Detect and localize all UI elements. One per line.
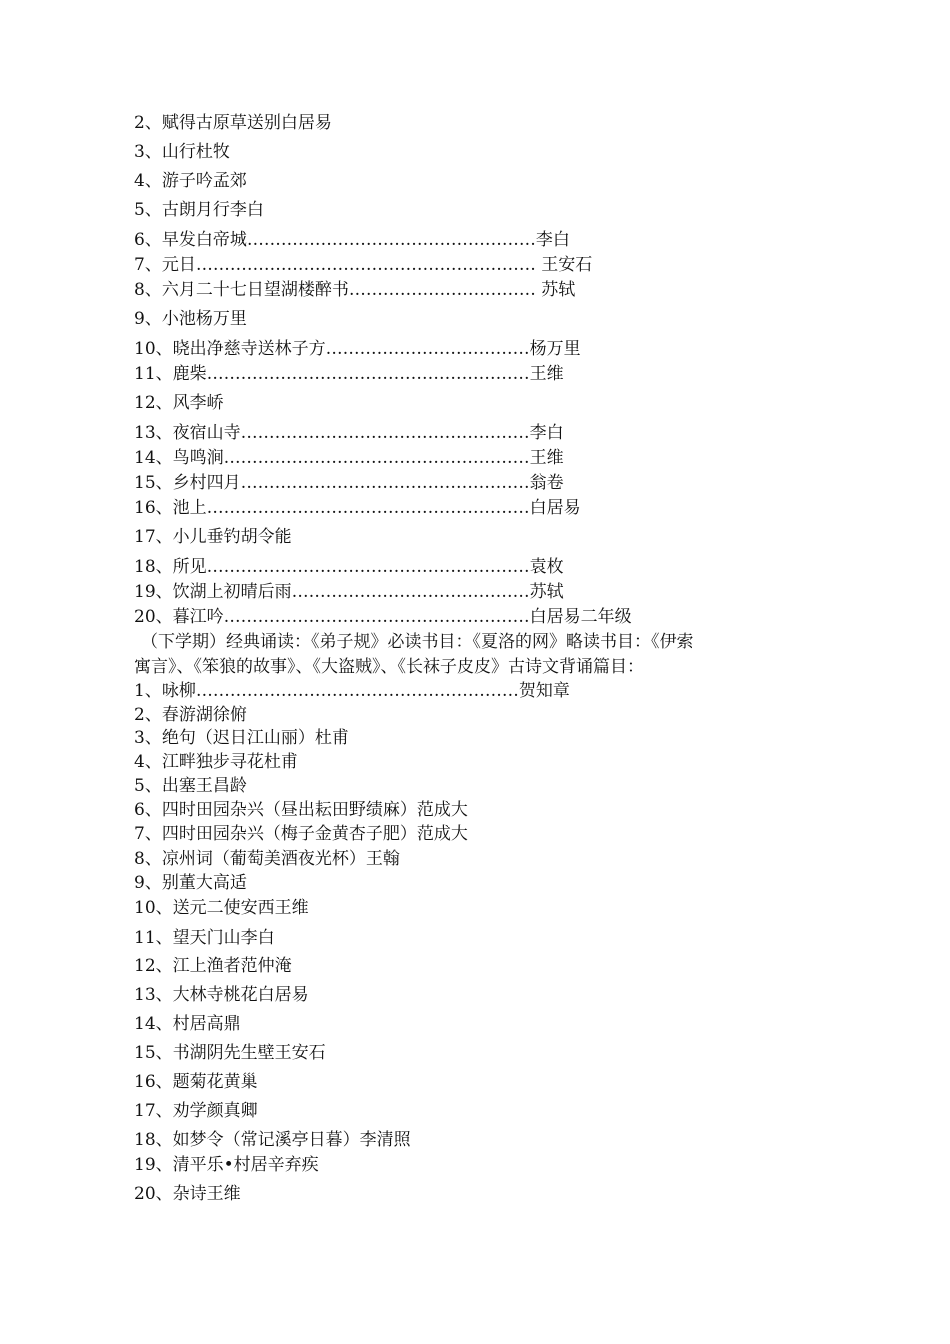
poem-line: 18、如梦令（常记溪亭日暮）李清照 <box>134 1130 411 1150</box>
poem-line: 9、小池杨万里 <box>134 309 247 329</box>
poem-line: 11、鹿柴…………………………………………………王维 <box>134 364 564 384</box>
poem-line: 19、清平乐•村居辛弃疾 <box>134 1155 319 1175</box>
poem-line: 8、凉州词（葡萄美酒夜光杯）王翰 <box>134 849 400 869</box>
poem-line: 18、所见…………………………………………………袁枚 <box>134 557 564 577</box>
poem-line: 11、望天门山李白 <box>134 928 275 948</box>
poem-line: 19、饮湖上初晴后雨……………………………………苏轼 <box>134 582 564 602</box>
poem-line: 1、咏柳…………………………………………………贺知章 <box>134 681 570 701</box>
poem-line: 12、江上渔者范仲淹 <box>134 956 292 976</box>
poem-line: 16、题菊花黄巢 <box>134 1072 258 1092</box>
poem-line: 12、风李峤 <box>134 393 224 413</box>
poem-line: 5、古朗月行李白 <box>134 200 264 220</box>
poem-line: 5、出塞王昌龄 <box>134 776 247 796</box>
poem-line: 20、杂诗王维 <box>134 1184 241 1204</box>
poem-line: 7、四时田园杂兴（梅子金黄杏子肥）范成大 <box>134 824 468 844</box>
poem-line: 3、绝句（迟日江山丽）杜甫 <box>134 728 349 748</box>
poem-line: 8、六月二十七日望湖楼醉书…………………………… 苏轼 <box>134 280 576 300</box>
paragraph-line: 寓言》、《笨狼的故事》、《大盗贼》、《长袜子皮皮》古诗文背诵篇目： <box>134 657 644 677</box>
poem-line: 13、大林寺桃花白居易 <box>134 985 309 1005</box>
poem-line: 10、送元二使安西王维 <box>134 898 309 918</box>
poem-line: 2、赋得古原草送别白居易 <box>134 113 332 133</box>
poem-line: 7、元日…………………………………………………… 王安石 <box>134 255 593 275</box>
poem-line: 14、鸟鸣涧………………………………………………王维 <box>134 448 564 468</box>
poem-line: 9、别董大高适 <box>134 873 247 893</box>
poem-line: 6、早发白帝城……………………………………………李白 <box>134 230 570 250</box>
poem-line: 10、晓出净慈寺送林子方………………………………杨万里 <box>134 339 581 359</box>
poem-line: 2、春游湖徐俯 <box>134 705 247 725</box>
poem-line: 15、书湖阴先生壁王安石 <box>134 1043 326 1063</box>
poem-line: 17、劝学颜真卿 <box>134 1101 258 1121</box>
poem-line: 13、夜宿山寺……………………………………………李白 <box>134 423 564 443</box>
poem-line: 4、江畔独步寻花杜甫 <box>134 752 298 772</box>
poem-line: 15、乡村四月……………………………………………翁卷 <box>134 473 564 493</box>
poem-line: 4、游子吟孟郊 <box>134 171 247 191</box>
poem-line: 14、村居高鼎 <box>134 1014 241 1034</box>
poem-line: 17、小儿垂钓胡令能 <box>134 527 292 547</box>
poem-line: 20、暮江吟………………………………………………白居易二年级 <box>134 607 632 627</box>
poem-line: 6、四时田园杂兴（昼出耘田野绩麻）范成大 <box>134 800 468 820</box>
poem-line: 16、池上…………………………………………………白居易 <box>134 498 581 518</box>
paragraph-line: （下学期）经典诵读：《弟子规》必读书目：《夏洛的网》略读书目：《伊索 <box>141 632 694 652</box>
poem-line: 3、山行杜牧 <box>134 142 230 162</box>
